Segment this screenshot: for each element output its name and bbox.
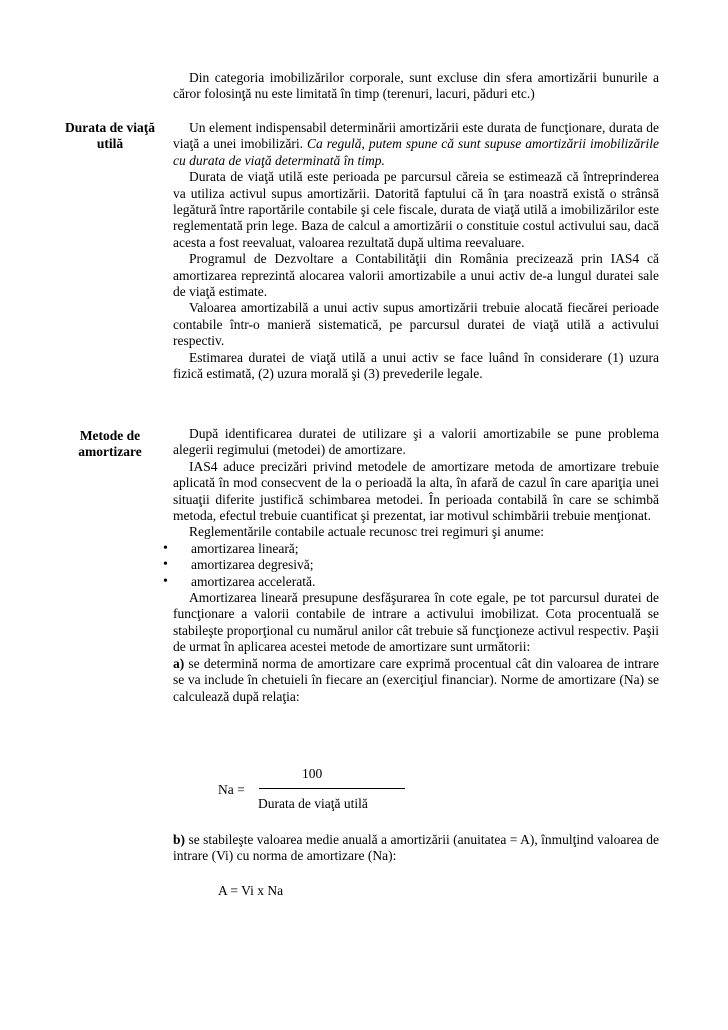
intro-text: Din categoria imobilizărilor corporale, sunt excluse din sfera amortizării bunurile a căror folosinţă nu este limitată în timp (terenuri, lacuri, păduri etc.): [173, 70, 659, 102]
paragraph-italic: Ca regulă, putem spune că sunt supuse amortizării imobilizările cu durata de viaţă determinată în timp.: [173, 136, 659, 168]
paragraph: Reglementările contabile actuale recunosc trei regimuri şi anume:: [189, 524, 544, 540]
paragraph: După identificarea duratei de utilizare şi a valorii amortizabile se pune problema alegerii regimului (metodei) de amortizare.: [173, 426, 659, 458]
paragraph: Programul de Dezvoltare a Contabilităţii din România precizează prin IAS4 că amortizarea reprezintă alocarea valorii amortizabile a unui activ de-a lungul duratei sale de viaţă estimate.: [173, 251, 659, 300]
paragraph: [173, 120, 659, 169]
step-a-text: se determină norma de amortizare care exprimă procentual cât din valoarea de intrare se va include în chetuieli în fiecare an (exerciţiul financiar). Norme de amortizare (Na) se calculează după relaţia:: [173, 655, 659, 704]
side-label-metode: Metode de amortizare: [78, 428, 142, 459]
step-b-label: b): [173, 832, 186, 847]
paragraph-normal: Un element indispensabil determinării amortizării este durata de funcţionare, durata de viaţă a unei imobilizări.: [173, 120, 659, 152]
formula-na: [218, 766, 398, 816]
step-b: [173, 832, 659, 865]
intro-paragraph: [173, 70, 659, 103]
side-label-durata: Durata de viaţă utilă: [65, 120, 155, 151]
paragraph: Amortizarea lineară presupune desfăşurarea în cote egale, pe tot parcursul duratei de funcţionare a valorii contabile de intrare a activului imobilizat. Cota procentuală se stabileşte proporţional cu numărul anilor cât trebuie să funcţioneze activul respectiv. Paşii de urmat în aplicarea acestei metode de amortizare sunt următorii:: [173, 590, 659, 655]
fraction-bar: [259, 788, 405, 789]
list-item: • amortizarea lineară;: [173, 541, 659, 557]
step-b-text: se stabileşte valoarea medie anuală a amortizării (anuitatea = A), înmulţind valoarea de intrare (Vi) cu norma de amortizare (Na):: [173, 832, 659, 864]
paragraph: IAS4 aduce precizări privind metodele de amortizare metoda de amortizare trebuie aplicată în mod consecvent de la o perioadă la alta, în afară de cazul în care apariţia unei situaţii diferite justifică schimbarea metodei. În perioada contabilă în care se schimbă metoda, efectul trebuie cuantificat şi prezentat, iar motivul schimbării trebuie menţionat.: [173, 458, 659, 524]
formula-a: A = Vi x Na: [218, 883, 284, 898]
step-a: [173, 656, 659, 705]
paragraph: Durata de viaţă utilă este perioada pe parcursul căreia se estimează că întreprinderea va utiliza activul supus amortizării. Datorită faptului că în ţara noastră există o strânsă legătură între raportările contabile şi cele fiscale, durata de viaţă utilă a imobilizărilor este reglementată prin lege. Baza de calcul a amortizării o constituie costul activului sau, dacă acesta a fost reevaluat, valoarea rezultată după ultima reevaluare.: [173, 169, 659, 250]
formula-denominator: Durata de viaţă utilă: [258, 796, 368, 811]
section-durata: [173, 120, 659, 383]
formula-numerator: 100: [302, 766, 323, 781]
list-item: • amortizarea degresivă;: [173, 557, 659, 573]
paragraph: Estimarea duratei de viaţă utilă a unui activ se face luând în considerare (1) uzura fizică estimată, (2) uzura morală şi (3) prevederile legale.: [173, 349, 659, 382]
formula-lhs: Na =: [218, 782, 245, 797]
section-metode: [173, 426, 659, 705]
list-item: • amortizarea accelerată.: [173, 574, 659, 590]
step-a-label: a): [173, 655, 185, 671]
step-b-block: [173, 832, 659, 865]
bullet-list: [173, 541, 659, 590]
paragraph: Valoarea amortizabilă a unui activ supus amortizării trebuie alocată fiecărei perioade contabile într-o manieră sistematică, pe parcursul duratei de viaţă utilă a activului respectiv.: [173, 300, 659, 349]
